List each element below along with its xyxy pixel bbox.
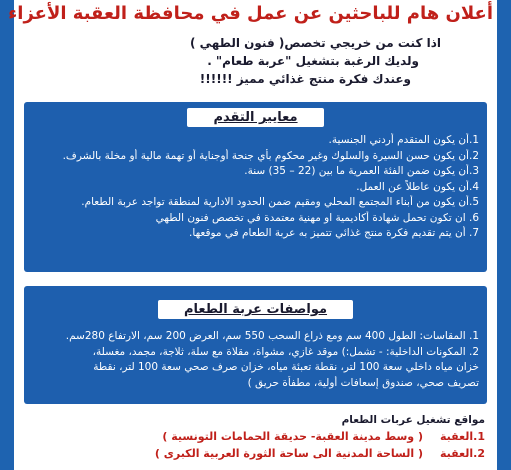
- right-border: [497, 0, 511, 470]
- criteria-item: 6. ان تكون تحمل شهادة أكاديمية او مهنية معتمدة في تخصص فنون الطهي: [155, 211, 479, 224]
- spec-line: 1. المقاسات: الطول 400 سم ومع ذراع السحب 550 سم، العرض 200 سم، الارتفاع 280سم.: [65, 330, 479, 342]
- location-city: 1.العقبة: [439, 430, 485, 443]
- criteria-item: 2.أن يكون حسن السيرة والسلوك وغير محكوم بأي جنحة أوجناية أو تهمة مالية أو مخلة بالشرف.: [62, 149, 479, 162]
- intro-line: اذا كنت من خريجي تخصص( فنون الطهي ): [189, 36, 441, 50]
- criteria-item: 7. أن يتم تقديم فكرة منتج غذائي تتميز به عربة الطعام في موقعها.: [189, 227, 479, 239]
- specs-list: [24, 319, 487, 391]
- location-row: [30, 428, 485, 445]
- location-place: ( الساحة المدنية الى ساحة الثورة العربية الكبرى ): [154, 447, 423, 460]
- location-row: [30, 445, 485, 462]
- spec-line: 2. المكونات الداخلية: - تشمل:) موقد غازي، مشواة، مقلاة مع سلة، ثلاجة، مجمد، مغسلة،: [92, 345, 479, 358]
- criteria-item: 1.أن يكون المتقدم أردني الجنسية.: [328, 134, 479, 146]
- specs-box: [24, 286, 487, 404]
- criteria-box: [24, 102, 487, 272]
- location-city: 2.العقبة: [439, 447, 485, 460]
- criteria-list: [24, 127, 487, 242]
- location-place: ( وسط مدينة العقبة- حديقة الحمامات التونسية ): [162, 430, 423, 443]
- criteria-heading: معايير التقدم: [187, 108, 323, 127]
- criteria-item: 5.أن يكون من أبناء المجتمع المحلي ومقيم ضمن الحدود الادارية لمنطقة تواجد عربة الطعام.: [81, 196, 479, 208]
- locations-heading: مواقع تشغيل عربات الطعام: [341, 414, 485, 426]
- criteria-item: 3.أن يكون ضمن الفئة العمرية ما بين (22 – 35) سنة.: [244, 165, 479, 177]
- intro-block: [20, 34, 441, 88]
- announcement-title: أعلان هام للباحثين عن عمل في محافظة العقبة الأعزاء: [8, 3, 493, 24]
- spec-line: تصريف صحي، صندوق إسعافات أولية، مطفأة حريق ): [247, 376, 479, 389]
- left-border: [0, 0, 14, 470]
- locations-block: [30, 412, 485, 462]
- spec-line: خزان مياه داخلي سعة 100 لتر، نقطة تعبئة مياه، خزان صرف صحي سعة 100 لتر، نقطة: [93, 361, 479, 373]
- specs-heading: مواصفات عربة الطعام: [158, 300, 353, 319]
- intro-line: ولديك الرغبة بتشغيل "عربة طعام" .: [207, 54, 419, 68]
- intro-line: وعندك فكرة منتج غذائي مميز !!!!!!: [199, 72, 411, 86]
- criteria-item: 4.أن يكون عاطلاً عن العمل.: [356, 180, 479, 193]
